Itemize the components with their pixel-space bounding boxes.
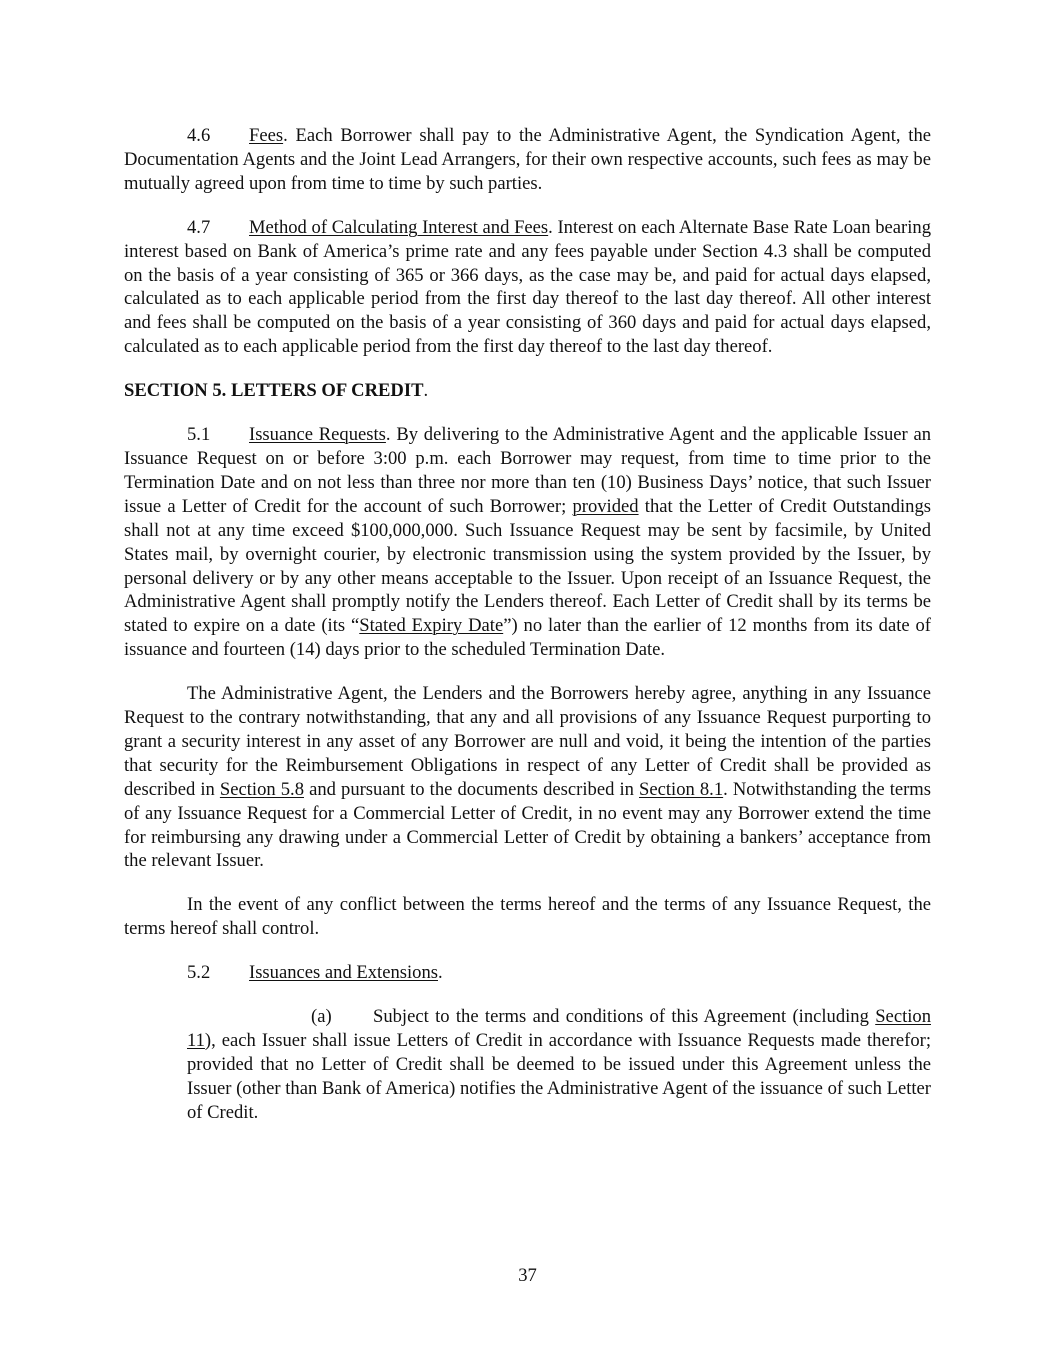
section-5-2-heading [124, 961, 931, 985]
paragraph-text: . Each Borrower shall pay to the Administrative Agent, the Syndication Agent, the Documentation Agents and the Joint Lead Arrangers, for their own respective accounts, such fees as may be mutually agreed upon from time to time by such parties. [124, 125, 931, 194]
stated-expiry-date-term: Stated Expiry Date [359, 615, 504, 637]
section-11-reference: Section 11 [187, 1006, 931, 1051]
section-title: Issuances and Extensions [249, 962, 438, 984]
paragraph-text: . Notwithstanding the terms of any Issuance Request for a Commercial Letter of Credit, in no event may any Borrower extend the time for reimbursing any drawing under a Commercial Letter of Credit by obtaining a bankers’ acceptance from the relevant Issuer. [124, 778, 932, 872]
section-number: 4.7 [187, 216, 211, 238]
paragraph-text: The Administrative Agent, the Lenders and the Borrowers hereby agree, anything in any Issuance Request to the contrary notwithstanding, that any and all provisions of any Issuance Request purporting to grant a security interest in any asset of any Borrower are null and void, it being the intention of the parties that security for the Reimbursement Obligations in respect of any Letter of Credit shall be provided as described in [124, 683, 931, 800]
paragraph-text: that the Letter of Credit Outstandings shall not at any time exceed $100,000,000. Such Issuance Request may be sent by facsimile, by United States mail, by overnight courier, by electronic transmission using the system provided by the Issuer, by personal delivery or by any other means acceptable to the Issuer. Upon receipt of an Issuance Request, the Administrative Agent shall promptly notify the Lenders thereof. Each Letter of Credit shall by its terms be stated to expire on a date (its “ [124, 495, 932, 637]
section-heading-text: SECTION 5. LETTERS OF CREDIT [124, 380, 424, 402]
paragraph-text: In the event of any conflict between the terms hereof and the terms of any Issuance Request, the terms hereof shall control. [124, 894, 931, 940]
heading-period: . [438, 962, 443, 984]
section-8-1-reference: Section 8.1 [639, 778, 724, 800]
item-a-paragraph [187, 1005, 931, 1125]
paragraph-text: ), each Issuer shall issue Letters of Credit in accordance with Issuance Requests made therefor; provided that no Letter of Credit shall be deemed to be issued under this Agreement unless the Issuer (other than Bank of America) notifies the Administrative Agent of the issuance of such Letter of Credit. [187, 1030, 931, 1123]
page-number: 37 [518, 1265, 537, 1286]
paragraph-text: ”) no later than the earlier of 12 months from its date of issuance and fourteen (14) days prior to the scheduled Termination Date. [124, 615, 931, 661]
section-title: Method of Calculating Interest and Fees [249, 216, 549, 238]
item-label: (a) [311, 1006, 332, 1028]
section-number: 5.1 [187, 424, 211, 446]
section-4-7-paragraph [124, 216, 931, 359]
section-title: Fees [249, 125, 284, 146]
section-number: 5.2 [187, 962, 211, 984]
document-page [124, 124, 931, 1125]
conflict-paragraph [124, 893, 931, 941]
paragraph-text: Subject to the terms and conditions of this Agreement (including [373, 1006, 876, 1028]
provided-term: provided [572, 495, 639, 517]
heading-period: . [423, 380, 429, 402]
section-5-heading [124, 379, 931, 403]
paragraph-text: . Interest on each Alternate Base Rate Loan bearing interest based on Bank of America’s prime rate and any fees payable under Section 4.3 shall be computed on the basis of a year consisting of 365 or 366 days, as the case may be, and paid for actual days elapsed, calculated as to each applicable period from the first day thereof to the last day thereof. All other interest and fees shall be computed on the basis of a year consisting of 360 days and paid for actual days elapsed, calculated as to each applicable period from the first day thereof to the last day thereof. [124, 216, 931, 358]
section-4-6-paragraph [124, 124, 931, 196]
administrative-agent-paragraph [124, 682, 931, 873]
paragraph-text: . By delivering to the Administrative Agent and the applicable Issuer an Issuance Request on or before 3:00 p.m. each Borrower may request, from time to time prior to the Termination Date and on not less than three nor more than ten (10) Business Days’ notice, that such Issuer issue a Letter of Credit for the account of such Borrower; [124, 424, 932, 517]
paragraph-text: and pursuant to the documents described in [304, 778, 640, 800]
section-title: Issuance Requests [249, 424, 386, 446]
section-number: 4.6 [187, 125, 211, 146]
section-5-1-paragraph [124, 423, 931, 662]
section-5-8-reference: Section 5.8 [219, 778, 304, 800]
